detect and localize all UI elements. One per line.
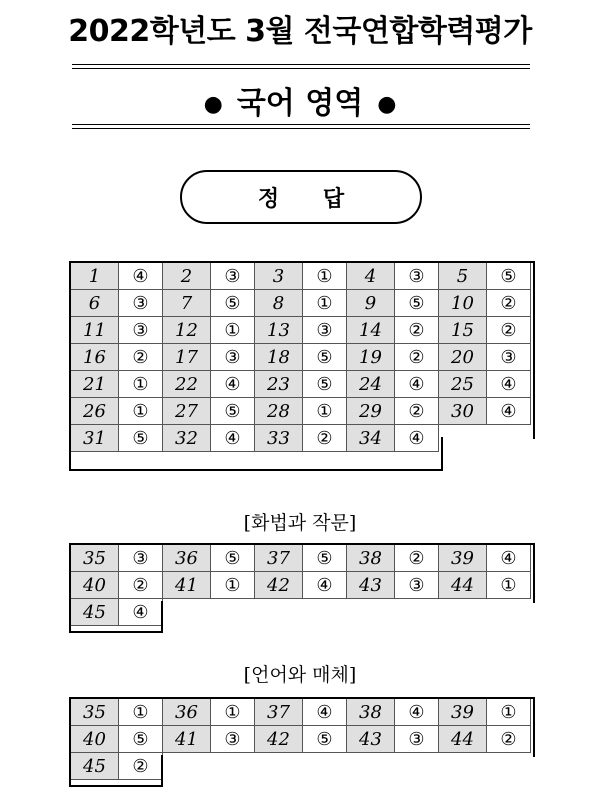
question-number: 10: [439, 290, 487, 317]
answer-row: [71, 545, 531, 572]
empty-cell: [255, 599, 303, 626]
title-divider-bottom: [72, 124, 530, 129]
answer-choice: ⑤: [119, 726, 163, 753]
question-number: 30: [439, 398, 487, 425]
answer-choice: ②: [119, 753, 163, 780]
question-number: 17: [163, 344, 211, 371]
answer-row: [71, 290, 531, 317]
section-label-language-media: [언어와 매체]: [243, 664, 357, 686]
question-number: 4: [347, 263, 395, 290]
question-number: 12: [163, 317, 211, 344]
question-number: 37: [255, 699, 303, 726]
question-number: 7: [163, 290, 211, 317]
empty-cell: [347, 753, 395, 780]
answer-row: [71, 726, 531, 753]
question-number: 2: [163, 263, 211, 290]
answer-row: [71, 572, 531, 599]
question-number: 9: [347, 290, 395, 317]
empty-cell: [439, 425, 487, 452]
answer-choice: ⑤: [303, 545, 347, 572]
answer-choice: ④: [395, 699, 439, 726]
subject-name: 국어 영역: [236, 86, 364, 121]
answer-choice: ④: [487, 371, 531, 398]
answer-choice: ①: [303, 398, 347, 425]
answer-row: [71, 371, 531, 398]
question-number: 40: [71, 726, 119, 753]
speech-writing-answer-table: [70, 544, 531, 626]
answer-choice: ③: [395, 572, 439, 599]
question-number: 45: [71, 753, 119, 780]
question-number: 1: [71, 263, 119, 290]
question-number: 41: [163, 726, 211, 753]
answer-row: [71, 263, 531, 290]
question-number: 16: [71, 344, 119, 371]
answer-choice: ①: [119, 371, 163, 398]
question-number: 20: [439, 344, 487, 371]
question-number: 13: [255, 317, 303, 344]
question-number: 42: [255, 572, 303, 599]
answer-choice: ④: [487, 398, 531, 425]
question-number: 43: [347, 726, 395, 753]
answer-choice: ⑤: [395, 290, 439, 317]
answer-choice: ③: [211, 263, 255, 290]
empty-cell: [439, 753, 487, 780]
question-number: 22: [163, 371, 211, 398]
question-number: 37: [255, 545, 303, 572]
question-number: 8: [255, 290, 303, 317]
common-answer-table: [70, 262, 531, 452]
answer-choice: ①: [119, 398, 163, 425]
answer-choice: ②: [395, 398, 439, 425]
answer-choice: ④: [119, 263, 163, 290]
answer-choice: ①: [487, 572, 531, 599]
empty-cell: [487, 599, 531, 626]
answer-choice: ②: [395, 545, 439, 572]
question-number: 26: [71, 398, 119, 425]
answer-choice: ②: [487, 317, 531, 344]
answer-choice: ④: [487, 545, 531, 572]
answer-choice: ③: [211, 726, 255, 753]
answer-label-box: [180, 170, 422, 224]
answer-row: [71, 753, 531, 780]
question-number: 38: [347, 699, 395, 726]
answer-choice: ④: [211, 425, 255, 452]
question-number: 14: [347, 317, 395, 344]
question-number: 29: [347, 398, 395, 425]
title-divider-top: [72, 64, 530, 69]
answer-row: [71, 425, 531, 452]
answer-choice: ⑤: [303, 371, 347, 398]
question-number: 38: [347, 545, 395, 572]
answer-choice: ⑤: [303, 726, 347, 753]
answer-row: [71, 699, 531, 726]
empty-cell: [439, 599, 487, 626]
answer-choice: ③: [303, 317, 347, 344]
empty-cell: [303, 753, 347, 780]
question-number: 32: [163, 425, 211, 452]
question-number: 15: [439, 317, 487, 344]
section-label-speech-writing: [화법과 작문]: [243, 512, 357, 534]
answer-choice: ④: [395, 371, 439, 398]
answer-choice: ②: [487, 290, 531, 317]
answer-row: [71, 317, 531, 344]
language-media-answer-table: [70, 698, 531, 780]
answer-choice: ④: [303, 699, 347, 726]
answer-choice: ①: [487, 699, 531, 726]
answer-choice: ③: [487, 344, 531, 371]
answer-choice: ③: [395, 726, 439, 753]
answer-choice: ③: [395, 263, 439, 290]
question-number: 43: [347, 572, 395, 599]
question-number: 5: [439, 263, 487, 290]
question-number: 39: [439, 545, 487, 572]
question-number: 3: [255, 263, 303, 290]
bullet-right-icon: ●: [377, 92, 397, 117]
question-number: 44: [439, 572, 487, 599]
answer-choice: ②: [487, 726, 531, 753]
answer-row: [71, 398, 531, 425]
answer-row: [71, 344, 531, 371]
answer-row: [71, 599, 531, 626]
empty-cell: [255, 753, 303, 780]
answer-choice: ④: [395, 425, 439, 452]
question-number: 19: [347, 344, 395, 371]
answer-choice: ①: [211, 699, 255, 726]
empty-cell: [487, 753, 531, 780]
question-number: 44: [439, 726, 487, 753]
answer-choice: ②: [119, 572, 163, 599]
answer-choice: ②: [395, 344, 439, 371]
question-number: 28: [255, 398, 303, 425]
empty-cell: [211, 753, 255, 780]
question-number: 40: [71, 572, 119, 599]
answer-choice: ⑤: [211, 290, 255, 317]
answer-choice: ③: [119, 290, 163, 317]
answer-choice: ⑤: [211, 545, 255, 572]
answer-choice: ⑤: [119, 425, 163, 452]
answer-choice: ③: [211, 344, 255, 371]
question-number: 39: [439, 699, 487, 726]
answer-choice: ①: [211, 317, 255, 344]
empty-cell: [303, 599, 347, 626]
question-number: 45: [71, 599, 119, 626]
question-number: 24: [347, 371, 395, 398]
question-number: 35: [71, 699, 119, 726]
question-number: 34: [347, 425, 395, 452]
question-number: 27: [163, 398, 211, 425]
question-number: 21: [71, 371, 119, 398]
question-number: 42: [255, 726, 303, 753]
empty-cell: [395, 599, 439, 626]
answer-choice: ③: [119, 545, 163, 572]
question-number: 33: [255, 425, 303, 452]
answer-label: 정 답: [257, 186, 363, 212]
exam-title: 2022학년도 3월 전국연합학력평가: [68, 14, 532, 49]
answer-choice: ⑤: [211, 398, 255, 425]
answer-choice: ③: [119, 317, 163, 344]
empty-cell: [163, 753, 211, 780]
subject-heading: [0, 78, 600, 122]
answer-choice: ⑤: [303, 344, 347, 371]
answer-choice: ①: [303, 290, 347, 317]
answer-choice: ②: [303, 425, 347, 452]
question-number: 6: [71, 290, 119, 317]
answer-choice: ①: [119, 699, 163, 726]
empty-cell: [347, 599, 395, 626]
answer-choice: ①: [211, 572, 255, 599]
answer-choice: ②: [395, 317, 439, 344]
question-number: 11: [71, 317, 119, 344]
empty-cell: [163, 599, 211, 626]
question-number: 18: [255, 344, 303, 371]
answer-choice: ④: [303, 572, 347, 599]
answer-choice: ⑤: [487, 263, 531, 290]
question-number: 41: [163, 572, 211, 599]
question-number: 36: [163, 545, 211, 572]
answer-choice: ④: [211, 371, 255, 398]
bullet-left-icon: ●: [203, 92, 223, 117]
question-number: 25: [439, 371, 487, 398]
empty-cell: [395, 753, 439, 780]
empty-cell: [211, 599, 255, 626]
answer-choice: ②: [119, 344, 163, 371]
question-number: 23: [255, 371, 303, 398]
answer-choice: ①: [303, 263, 347, 290]
empty-cell: [487, 425, 531, 452]
question-number: 36: [163, 699, 211, 726]
answer-choice: ④: [119, 599, 163, 626]
question-number: 31: [71, 425, 119, 452]
question-number: 35: [71, 545, 119, 572]
